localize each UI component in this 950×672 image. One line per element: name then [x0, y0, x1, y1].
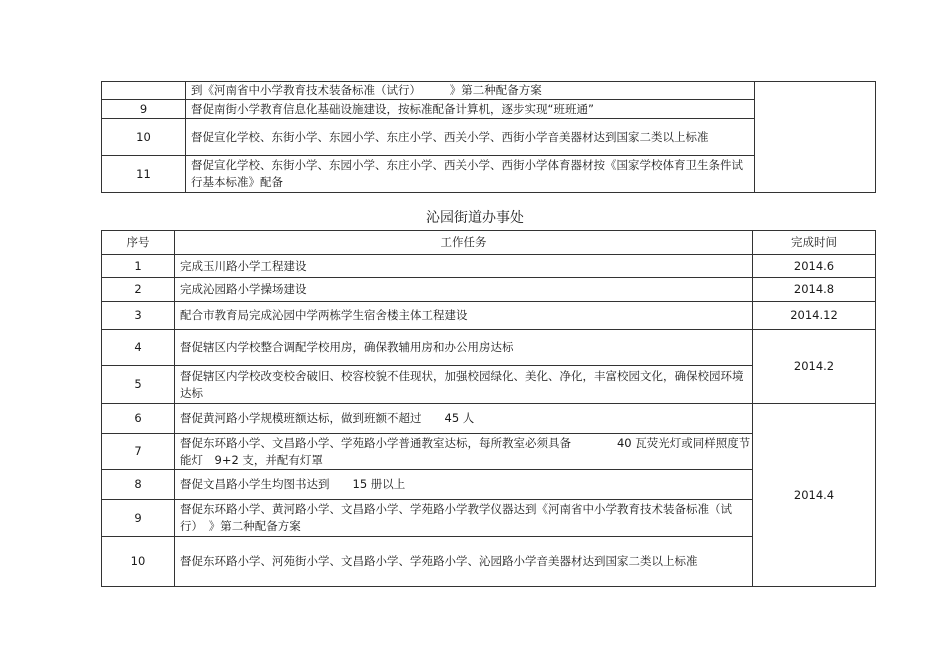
task-text: 督促文昌路小学生均图书达到 15 册以上	[175, 470, 753, 500]
completion-time-merged: 2014.4	[753, 404, 876, 587]
task-text: 配合市教育局完成沁园中学两栋学生宿舍楼主体工程建设	[175, 302, 753, 330]
completion-time: 2014.6	[753, 255, 876, 278]
time-cell-empty	[755, 82, 876, 193]
row-number	[102, 82, 186, 100]
row-number: 10	[102, 537, 175, 587]
row-number: 3	[102, 302, 175, 330]
row-number: 9	[102, 500, 175, 537]
task-text: 督促辖区内学校改变校舍破旧、校容校貌不佳现状，加强校园绿化、美化、净化，丰富校园文化，确保校园环境达标	[175, 366, 753, 404]
row-number: 5	[102, 366, 175, 404]
table-row	[102, 278, 876, 302]
task-text: 督促东环路小学、黄河路小学、文昌路小学、学苑路小学教学仪器达到《河南省中小学教育技术装备标准（试行） 》第二种配备方案	[175, 500, 753, 537]
table-row	[102, 255, 876, 278]
completion-time: 2014.8	[753, 278, 876, 302]
completion-time-merged: 2014.2	[753, 330, 876, 404]
task-text: 完成玉川路小学工程建设	[175, 255, 753, 278]
row-number: 6	[102, 404, 175, 434]
table-row	[102, 302, 876, 330]
row-number: 1	[102, 255, 175, 278]
header-task: 工作任务	[175, 231, 753, 255]
task-text: 完成沁园路小学操场建设	[175, 278, 753, 302]
task-text: 督促宣化学校、东街小学、东园小学、东庄小学、西关小学、西街小学体育器材按《国家学校体育卫生条件试行基本标准》配备	[186, 156, 755, 193]
table-row	[102, 82, 876, 100]
task-text: 督促东环路小学、河苑街小学、文昌路小学、学苑路小学、沁园路小学音美器材达到国家二类以上标准	[175, 537, 753, 587]
row-number: 7	[102, 434, 175, 470]
table-row	[102, 404, 876, 434]
previous-task-table	[101, 81, 876, 193]
task-text: 督促宣化学校、东街小学、东园小学、东庄小学、西关小学、西街小学音美器材达到国家二类以上标准	[186, 119, 755, 156]
row-number: 10	[102, 119, 186, 156]
task-text: 督促辖区内学校整合调配学校用房，确保教辅用房和办公用房达标	[175, 330, 753, 366]
row-number: 2	[102, 278, 175, 302]
row-number: 4	[102, 330, 175, 366]
header-number: 序号	[102, 231, 175, 255]
table-row	[102, 330, 876, 366]
row-number: 8	[102, 470, 175, 500]
task-text: 督促南街小学教育信息化基础设施建设，按标准配备计算机，逐步实现“班班通”	[186, 100, 755, 119]
task-text: 督促黄河路小学规模班额达标，做到班额不超过 45 人	[175, 404, 753, 434]
completion-time: 2014.12	[753, 302, 876, 330]
table-header-row	[102, 231, 876, 255]
header-time: 完成时间	[753, 231, 876, 255]
task-text: 督促东环路小学、文昌路小学、学苑路小学普通教室达标，每所教室必须具备 40 瓦荧光灯或同样照度节能灯 9+2 支，并配有灯罩	[175, 434, 753, 470]
section-title: 沁园街道办事处	[426, 210, 524, 226]
row-number: 11	[102, 156, 186, 193]
task-text: 到《河南省中小学教育技术装备标准（试行） 》第二种配备方案	[186, 82, 755, 100]
row-number: 9	[102, 100, 186, 119]
task-table	[101, 230, 876, 587]
